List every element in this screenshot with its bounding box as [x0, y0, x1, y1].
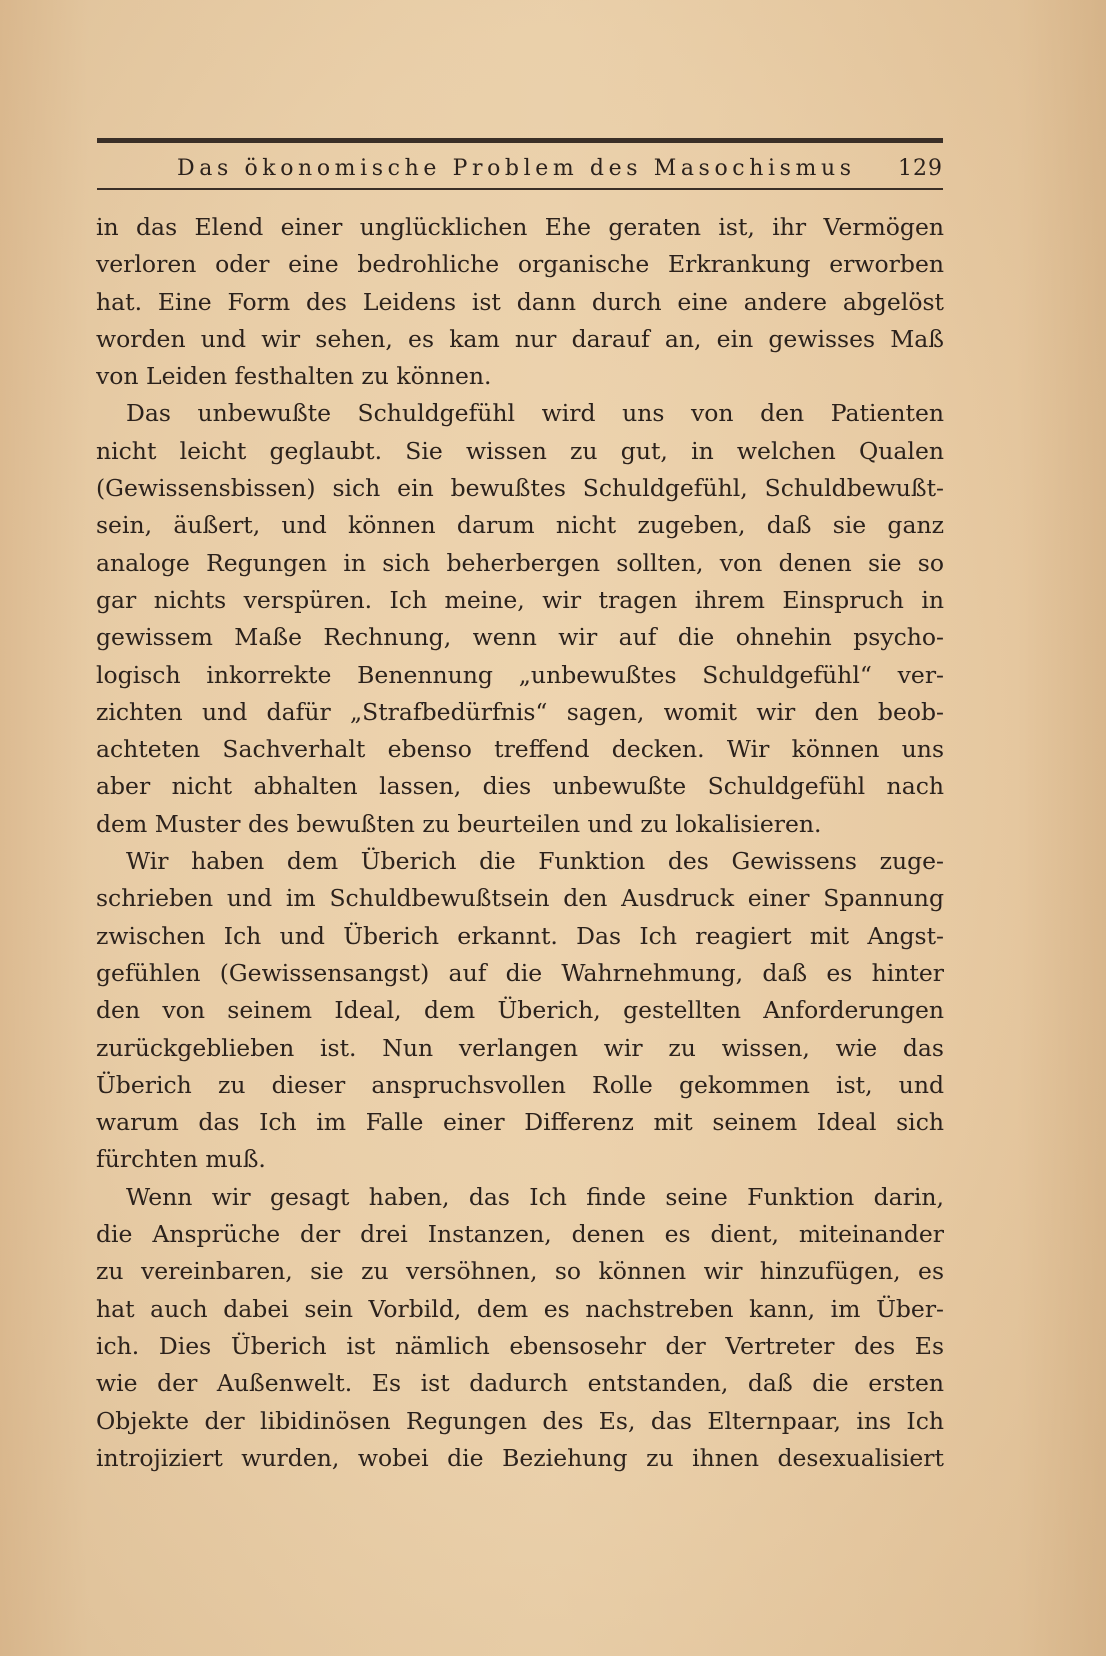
text-line: gefühlen (Gewissensangst) auf die Wahrnehmung, daß es hinter	[96, 958, 944, 987]
text-line: von Leiden festhalten zu können.	[96, 362, 492, 391]
text-line: hat. Eine Form des Leidens ist dann durch eine andere abgelöst	[96, 287, 944, 316]
text-line: Wir haben dem Überich die Funktion des Gewissens zuge-	[126, 847, 944, 876]
text-line: worden und wir sehen, es kam nur darauf an, ein gewisses Maß	[96, 324, 944, 353]
text-line: verloren oder eine bedrohliche organische Erkrankung erworben	[96, 250, 944, 279]
text-line: (Gewissensbissen) sich ein bewußtes Schuldgefühl, Schuldbewußt-	[96, 474, 944, 503]
text-line: dem Muster des bewußten zu beurteilen und zu lokalisieren.	[96, 809, 822, 838]
text-line: in das Elend einer unglücklichen Ehe geraten ist, ihr Vermögen	[96, 213, 944, 241]
text-line: Überich zu dieser anspruchsvollen Rolle gekommen ist, und	[96, 1070, 944, 1099]
text-line: zwischen Ich und Überich erkannt. Das Ich reagiert mit Angst-	[96, 921, 944, 950]
text-line: zu vereinbaren, sie zu versöhnen, so können wir hinzufügen, es	[96, 1257, 944, 1286]
text-line: Das unbewußte Schuldgefühl wird uns von den Patienten	[126, 399, 944, 428]
text-line: aber nicht abhalten lassen, dies unbewußte Schuldgefühl nach	[96, 772, 944, 801]
running-header	[97, 152, 943, 188]
text-line: sein, äußert, und können darum nicht zugeben, daß sie ganz	[96, 511, 944, 540]
body-text	[96, 209, 944, 1477]
text-line: Objekte der libidinösen Regungen des Es, das Elternpaar, ins Ich	[96, 1406, 944, 1435]
text-line: wie der Außenwelt. Es ist dadurch entstanden, daß die ersten	[96, 1369, 944, 1398]
text-line: den von seinem Ideal, dem Überich, gestellten Anforderungen	[96, 996, 944, 1025]
text-line: schrieben und im Schuldbewußtsein den Ausdruck einer Spannung	[96, 884, 944, 913]
text-line: Wenn wir gesagt haben, das Ich finde seine Funktion darin,	[126, 1182, 944, 1211]
header-top-rule	[97, 138, 943, 143]
running-title: Das ökonomische Problem des Masochismus	[177, 156, 856, 181]
text-line: gar nichts verspüren. Ich meine, wir tragen ihrem Einspruch in	[96, 585, 944, 614]
text-line: introjiziert wurden, wobei die Beziehung zu ihnen desexualisiert	[96, 1443, 944, 1472]
header-bottom-rule	[97, 188, 943, 190]
text-line: logisch inkorrekte Benennung „unbewußtes Schuldgefühl“ ver-	[96, 660, 944, 689]
text-line: achteten Sachverhalt ebenso treffend decken. Wir können uns	[96, 735, 944, 764]
text-line: zichten und dafür „Strafbedürfnis“ sagen, womit wir den beob-	[96, 697, 944, 726]
text-line: ich. Dies Überich ist nämlich ebensosehr der Vertreter des Es	[96, 1331, 944, 1360]
text-line: nicht leicht geglaubt. Sie wissen zu gut, in welchen Qualen	[96, 436, 944, 465]
text-line: hat auch dabei sein Vorbild, dem es nachstreben kann, im Über-	[96, 1294, 944, 1323]
text-line: analoge Regungen in sich beherbergen sollten, von denen sie so	[96, 548, 944, 577]
text-line: die Ansprüche der drei Instanzen, denen es dient, miteinander	[96, 1220, 944, 1249]
text-line: gewissem Maße Rechnung, wenn wir auf die ohnehin psycho-	[96, 623, 944, 652]
text-line: zurückgeblieben ist. Nun verlangen wir zu wissen, wie das	[96, 1033, 944, 1062]
text-line: warum das Ich im Falle einer Differenz mit seinem Ideal sich	[96, 1108, 944, 1137]
text-line: fürchten muß.	[96, 1145, 266, 1174]
page-number: 129	[898, 156, 943, 181]
